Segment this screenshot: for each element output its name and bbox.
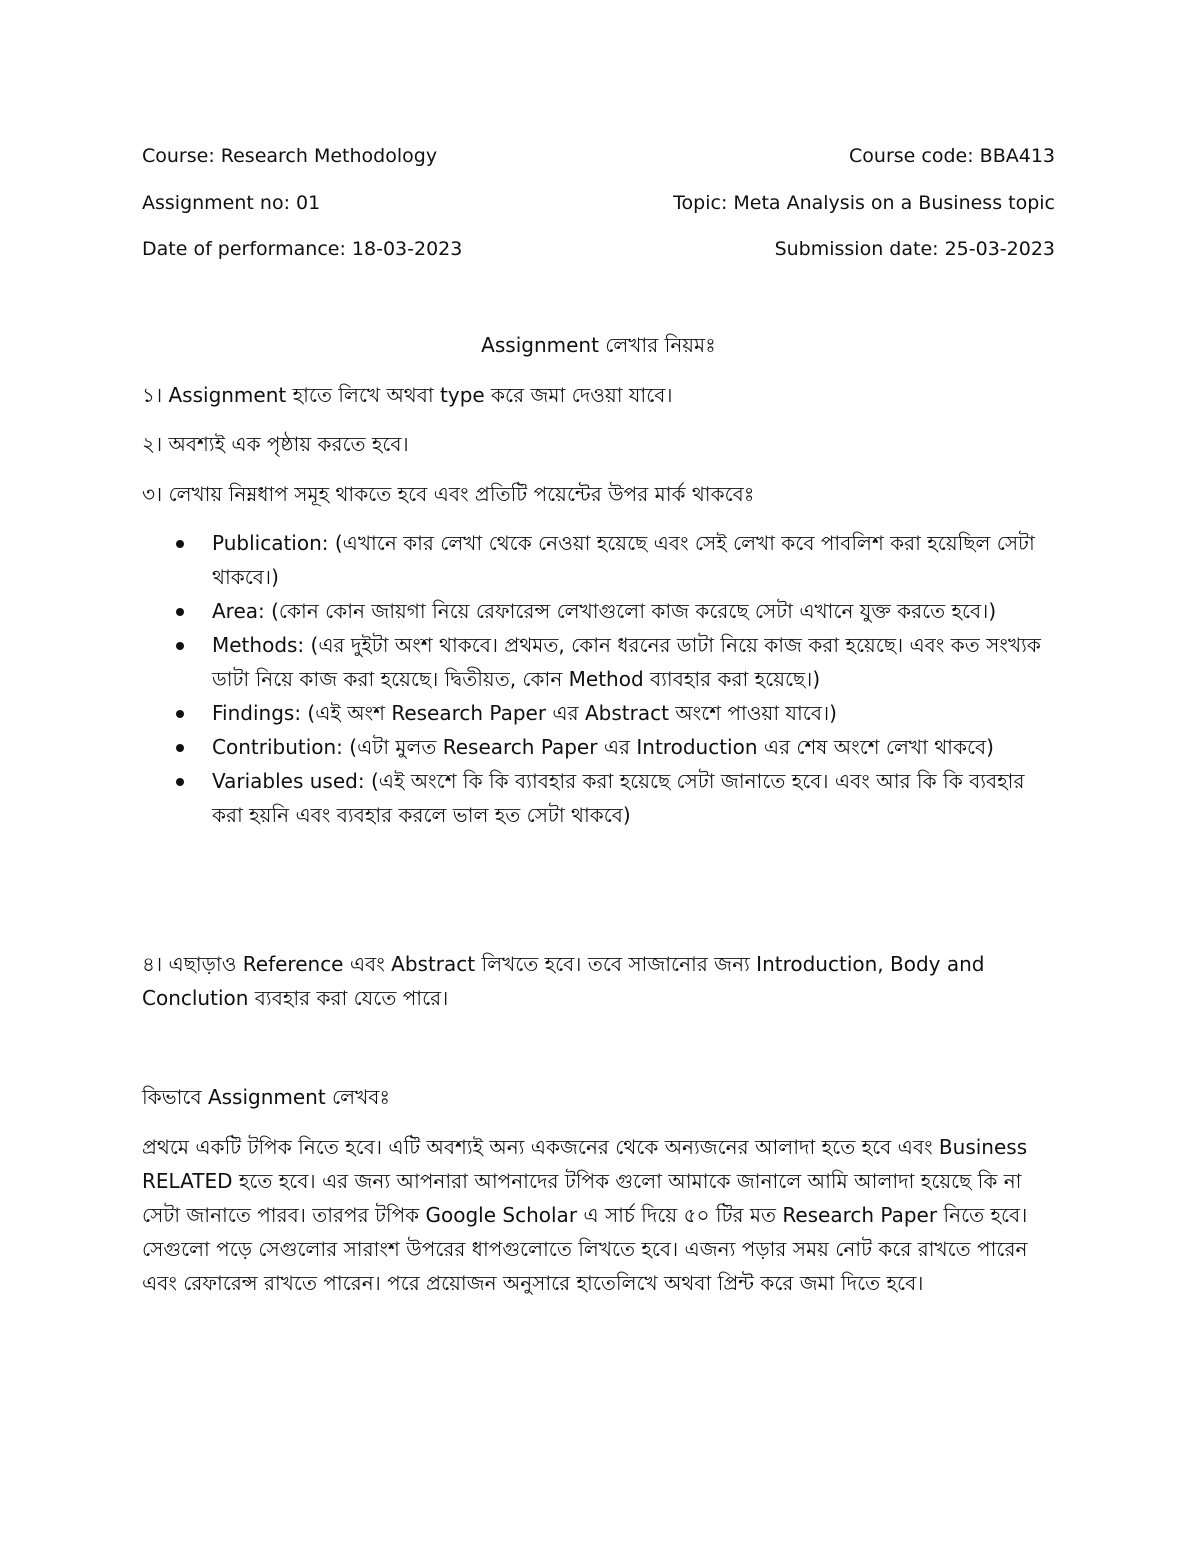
course-code: Course code: BBA413 xyxy=(849,145,1055,167)
assignment-topic: Topic: Meta Analysis on a Business topic xyxy=(673,192,1055,214)
rule-3: ৩। লেখায় নিম্নধাপ সমূহ থাকতে হবে এবং প্রতিটি পয়েন্টের উপর মার্ক থাকবেঃ xyxy=(142,482,755,506)
rule-1: ১। Assignment হাতে লিখে অথবা type করে জমা দেওয়া যাবে। xyxy=(142,383,673,407)
bullet-icon xyxy=(176,778,184,786)
header-row-3 xyxy=(142,237,1055,261)
assignment-number: Assignment no: 01 xyxy=(142,192,321,214)
date-of-performance: Date of performance: 18-03-2023 xyxy=(142,238,463,260)
bullet-text: Variables used: (এই অংশে কি কি ব্যাবহার করা হয়েছে সেটা জানাতে হবে। এবং আর কি কি ব্যবহার করা হয়নি এবং ব্যবহার করলে ভাল হত সেটা থাকবে) xyxy=(212,769,1025,827)
course-name: Course: Research Methodology xyxy=(142,145,438,167)
list-item xyxy=(142,764,1055,832)
rule-3-bullet-list xyxy=(142,526,1055,832)
bullet-icon xyxy=(176,540,184,548)
bullet-text: Publication: (এখানে কার লেখা থেকে নেওয়া হয়েছে এবং সেই লেখা কবে পাবলিশ করা হয়েছিল সেটা থাকবে।) xyxy=(212,531,1035,589)
bullet-text: Findings: (এই অংশ Research Paper এর Abstract অংশে পাওয়া যাবে।) xyxy=(212,701,837,725)
list-item xyxy=(142,730,1055,764)
bullet-text: Area: (কোন কোন জায়গা নিয়ে রেফারেন্স লেখাগুলো কাজ করেছে সেটা এখানে যুক্ত করতে হবে।) xyxy=(212,599,997,623)
submission-date: Submission date: 25-03-2023 xyxy=(774,238,1055,260)
list-item xyxy=(142,628,1055,696)
bullet-text: Methods: (এর দুইটা অংশ থাকবে। প্রথমত, কোন ধরনের ডাটা নিয়ে কাজ করা হয়েছে। এবং কত সংখ্যক ডাটা নিয়ে কাজ করা হয়েছে। দ্বিতীয়ত, কোন Method ব্যাবহার করা হয়েছে।) xyxy=(212,633,1041,691)
howto-body: প্রথমে একটি টপিক নিতে হবে। এটি অবশ্যই অন্য একজনের থেকে অন্যজনের আলাদা হতে হবে এবং Business RELATED হতে হবে। এর জন্য আপনারা আপনাদের টপিক গুলো আমাকে জানালে আমি আলাদা হয়েছে কি না সেটা জানাতে পারব। তারপর টপিক Google Scholar এ সার্চ দিয়ে ৫০ টির মত Research Paper নিতে হবে। সেগুলো পড়ে সেগুলোর সারাংশ উপরের ধাপগুলোতে লিখতে হবে। এজন্য পড়ার সময় নোট করে রাখতে পারেন এবং রেফারেন্স রাখতে পারেন। পরে প্রয়োজন অনুসারে হাতেলিখে অথবা প্রিন্ট করে জমা দিতে হবে। xyxy=(142,1135,1028,1295)
rule-2: ২। অবশ্যই এক পৃষ্ঠায় করতে হবে। xyxy=(142,432,409,456)
rules-title: Assignment লেখার নিয়মঃ xyxy=(481,333,716,357)
header-row-2 xyxy=(142,191,1055,215)
rule-4: ৪। এছাড়াও Reference এবং Abstract লিখতে হবে। তবে সাজানোর জন্য Introduction, Body and Conclution ব্যবহার করা যেতে পারে। xyxy=(142,952,985,1010)
header-row-1 xyxy=(142,144,1055,168)
bullet-icon xyxy=(176,710,184,718)
list-item xyxy=(142,594,1055,628)
bullet-text: Contribution: (এটা মুলত Research Paper এর Introduction এর শেষ অংশে লেখা থাকবে) xyxy=(212,735,994,759)
howto-title: কিভাবে Assignment লেখবঃ xyxy=(142,1085,390,1109)
bullet-icon xyxy=(176,608,184,616)
list-item xyxy=(142,696,1055,730)
list-item xyxy=(142,526,1055,594)
bullet-icon xyxy=(176,744,184,752)
bullet-icon xyxy=(176,642,184,650)
